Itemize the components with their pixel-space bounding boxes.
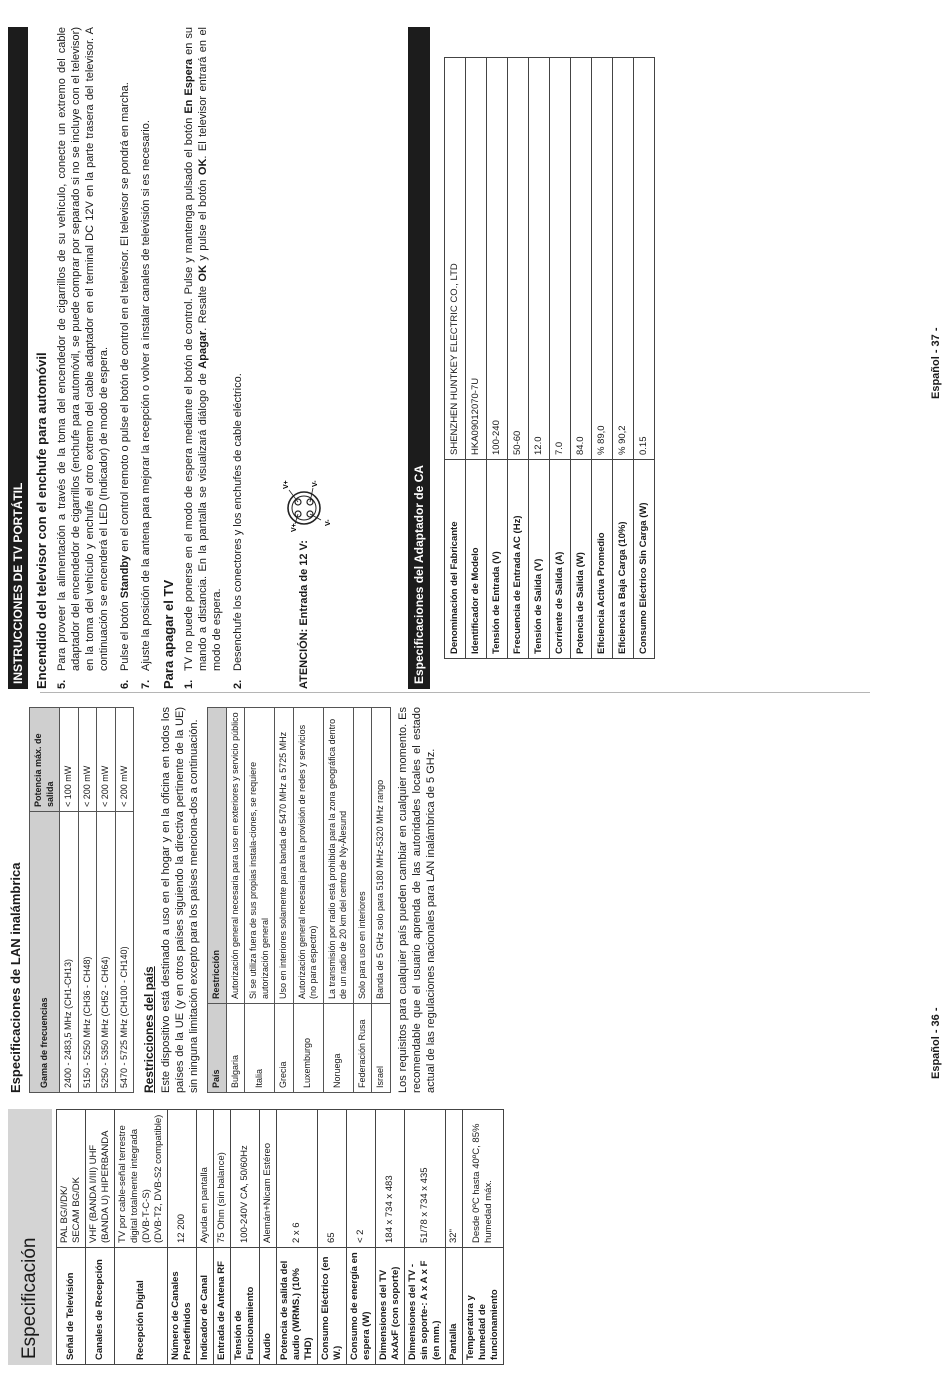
spec-label: Entrada de Antena RF [214,1248,231,1365]
step-item [231,27,245,689]
spec-label: Señal de Televisión [57,1248,86,1365]
freq-row [97,708,116,1093]
spec-label: Consumo Eléctrico (en W.) [318,1248,347,1365]
adapter-value: 100-240 [487,58,508,460]
spec-label: Audio [260,1248,277,1365]
pin-label: V- [312,480,319,488]
spec-row [347,1110,376,1365]
spec-row [260,1110,277,1365]
spec-row [446,1110,463,1365]
adapter-value: HKA09012070-7U [466,58,487,460]
spec-row [463,1110,504,1365]
step-number: 7. [140,679,152,689]
step-number: 6. [119,679,131,689]
country-restriction: La transmisión por radio está prohibida para la zona geográfica dentro de un radio de 20 km del centro de Ny-Ålesund [323,708,353,1004]
country-header-country: País [208,1004,227,1093]
spec-label: Dimensiones del TV AxAxF (con soporte) [376,1248,405,1365]
freq-row [78,708,97,1093]
warning-text: ATENCIÓN: Entrada de 12 V: [298,540,310,689]
step-number: 1. [183,679,195,689]
country-restriction: Solo para uso en interiores [353,708,372,1004]
freq-row [60,708,79,1093]
spec-label: Dimensiones del TV -sin soporte-: A x A x F (en mm.) [405,1248,446,1365]
freq-range: 5150 - 5250 MHz (CH36 - CH48) [78,812,97,1093]
adapter-value: % 89,0 [592,58,613,460]
adapter-label: Tensión de Salida (V) [529,460,550,659]
step-text: Desenchufe los conectores y los enchufes de cable eléctrico. [232,373,244,671]
spec-label: Número de Canales Predefinidos [168,1248,197,1365]
country-restriction: Banda de 5 GHz solo para 5180 MHz-5320 MHz rango [372,708,391,1004]
adapter-row [592,58,613,659]
adapter-row [571,58,592,659]
adapter-label: Frecuencia de Entrada AC (Hz) [508,460,529,659]
wireless-lan-title: Especificaciones de LAN inalámbrica [8,862,23,1093]
warning-block [273,27,335,689]
freq-power: < 200 mW [115,708,134,812]
adapter-label: Denominación del Fabricante [445,460,466,659]
country-restriction: Uso en interiores solamente para banda de 5470 MHz a 5725 MHz [275,708,294,1004]
adapter-row [508,58,529,659]
dc-connector-pinout-icon [273,454,335,534]
freq-row [115,708,134,1093]
adapter-row [529,58,550,659]
spec-value: TV por cable-señal terrestre digital totalmente integrada (DVB-T-C-S) (DVB-T2, DVB-S2 compatible) [115,1110,168,1248]
adapter-label: Identificador de Modelo [466,460,487,659]
spec-row [405,1110,446,1365]
spec-label: Indicador de Canal [197,1248,214,1365]
spec-value: PAL BG/I/DK/ SECAM BG/DK [57,1110,86,1248]
freq-power: < 200 mW [78,708,97,812]
page-37 [0,0,950,689]
specification-title: Especificación [8,1109,52,1365]
ac-adapter-table [444,57,655,659]
adapter-value: 50-60 [508,58,529,460]
spec-label: Recepción Digital [115,1248,168,1365]
spec-row [277,1110,318,1365]
closing-note: Los requisitos para cualquier país pueden cambiar en cualquier momento. Es recomendable que el usuario aprenda de las autoridades locales el estado actual de las regulaciones nacionales para LAN inalámbrica de 5 GHz. [396,707,437,1093]
page-number-36: Español - 36 - [930,1007,942,1079]
ac-adapter-section [408,27,655,689]
country-row [245,708,275,1093]
freq-header-range: Gama de frecuencias [30,812,60,1093]
country-row [226,708,245,1093]
power-off-title: Para apagar el TV [161,579,176,689]
step-number: 2. [232,679,244,689]
spec-value: 12 200 [168,1110,197,1248]
step-item [55,27,111,689]
adapter-value: 0.15 [634,58,655,460]
frequency-table [29,707,134,1093]
country-row [372,708,391,1093]
spec-row [197,1110,214,1365]
specification-table [56,1109,504,1365]
country-name: Luxemburgo [293,1004,323,1093]
country-restrictions-text: Este dispositivo está destinado a uso en el hogar y en la oficina en todos los países de la UE (y en otros países siguiendo la directiva pertinente de la UE) sin ninguna limitación excepto para los países menciona-dos a continuación. [160,707,200,1093]
adapter-label: Eficiencia Activa Promedio [592,460,613,659]
adapter-row [487,58,508,659]
spec-label: Canales de Recepción [86,1248,115,1365]
portable-tv-title-bar: INSTRUCCIONES DE TV PORTÁTIL [8,27,28,689]
step-item [139,27,153,689]
spec-value: 32" [446,1110,463,1248]
adapter-label: Eficiencia a Baja Carga (10%) [613,460,634,659]
adapter-row [550,58,571,659]
country-name: Israel [372,1004,391,1093]
country-table [207,707,391,1093]
page-number-37: Español - 37 - [930,327,942,399]
country-name: Noruega [323,1004,353,1093]
country-row [293,708,323,1093]
pin-label: V+ [291,523,298,533]
page-36 [0,689,950,1379]
spec-value: 2 x 6 [277,1110,318,1248]
portable-tv-section [8,27,335,689]
spec-label: Temperatura y humedad de funcionamiento [463,1248,504,1365]
country-row [275,708,294,1093]
spec-value: Desde 0ºC hasta 40ºC, 85% humedad máx. [463,1110,504,1248]
spec-row [214,1110,231,1365]
spec-label: Consumo de energía en espera (W) [347,1248,376,1365]
car-power-steps [55,27,153,689]
step-item [118,27,132,689]
step-text: Pulse el botón Standby en el control remoto o pulse el botón de control en el televisor. El televisor se pondrá en marcha. [119,82,131,671]
spec-value: 75 Ohm (sin balance) [214,1110,231,1248]
spec-row [57,1110,86,1365]
adapter-row [613,58,634,659]
step-item [182,27,224,689]
freq-range: 5250 - 5350 MHz (CH52 - CH64) [97,812,116,1093]
car-power-title: Encendido del televisor con el enchufe para automóvil [34,352,49,689]
country-restriction: Autorización general necesaria para la provisión de redes y servicios (no para espectro) [293,708,323,1004]
step-text: Para proveer la alimentación a través de la toma del encendedor de cigarrillos de su vehículo, conecte un extremo del cable adaptador del encendedor de cigarrillos (enchufe para automóvil, se puede comprar por separado si no se incluye con el televisor) en la toma del vehículo y enchufe el otro extremo del cable adaptador en el terminal DC 12V en la parte trasera del televisor. A continuación se encenderá el LED (Indicador) de modo de espera. [56,27,110,671]
adapter-label: Tensión de Entrada (V) [487,460,508,659]
spec-value: Ayuda en pantalla [197,1110,214,1248]
ac-adapter-title-bar: Especificaciones del Adaptador de CA [408,27,430,689]
spec-label: Potencia de salida del audio (WRMS.) (10% THD) [277,1248,318,1365]
spec-value: VHF (BANDA I/III) UHF (BANDA U) HIPERBANDA [86,1110,115,1248]
adapter-row [634,58,655,659]
freq-power: < 100 mW [60,708,79,812]
ac-adapter-table-wrap [430,27,655,689]
freq-power: < 200 mW [97,708,116,812]
step-number: 5. [56,679,68,689]
adapter-label: Potencia de Salida (W) [571,460,592,659]
spec-row [376,1110,405,1365]
country-name: Federación Rusa [353,1004,372,1093]
country-name: Grecia [275,1004,294,1093]
freq-range: 5470 - 5725 MHz (CH100 - CH140) [115,812,134,1093]
step-text: Ajuste la posición de la antena para mejorar la recepción o volver a instalar canales de televisión si es necesario. [140,120,152,671]
specification-section [8,1109,504,1365]
wireless-lan-section [8,707,438,1093]
power-off-steps [182,27,245,689]
spec-label: Pantalla [446,1248,463,1365]
spec-row [231,1110,260,1365]
adapter-value: % 90,2 [613,58,634,460]
page-divider [40,692,870,693]
spec-value: 65 [318,1110,347,1248]
spec-value: 184 x 734 x 483 [376,1110,405,1248]
spec-value: 51/78 x 734 x 435 [405,1110,446,1248]
adapter-label: Corriente de Salida (A) [550,460,571,659]
spec-row [168,1110,197,1365]
spec-row [115,1110,168,1365]
spec-label: Tensión de Funcionamiento [231,1248,260,1365]
country-name: Bulgaria [226,1004,245,1093]
adapter-row [466,58,487,659]
country-name: Italia [245,1004,275,1093]
freq-header-power: Potencia máx. de salida [30,708,60,812]
adapter-value: 12.0 [529,58,550,460]
country-restriction: Si se utiliza fuera de sus propias instala-ciones, se requiere autorización general [245,708,275,1004]
country-restriction: Autorización general necesaria para uso en exteriores y servicio público [226,708,245,1004]
country-restrictions-title: Restricciones del país [142,966,156,1093]
spec-value: Alemán+Nicam Estéreo [260,1110,277,1248]
country-row [353,708,372,1093]
adapter-value: 7.0 [550,58,571,460]
pin-label: V+ [283,480,290,490]
country-header-restriction: Restricción [208,708,227,1004]
step-text: TV no puede ponerse en el modo de espera mediante el botón de control. Pulse y mantenga pulsado el botón En Espera en su mando a distancia. En la pantalla se visualizará diálogo de Apagar. Resalte OK y pulse el botón OK. El televisor entrará en el modo de espera. [183,26,223,671]
freq-range: 2400 - 2483,5 MHz (CH1-CH13) [60,812,79,1093]
spec-row [86,1110,115,1365]
spec-value: 100-240V CA, 50/60Hz [231,1110,260,1248]
spec-value: < 2 [347,1110,376,1248]
adapter-value: 84.0 [571,58,592,460]
spec-row [318,1110,347,1365]
adapter-label: Consumo Eléctrico Sin Carga (W) [634,460,655,659]
adapter-row [445,58,466,659]
pin-label: V- [325,519,332,527]
adapter-value: SHENZHEN HUNTKEY ELECTRIC CO., LTD [445,58,466,460]
country-row [323,708,353,1093]
